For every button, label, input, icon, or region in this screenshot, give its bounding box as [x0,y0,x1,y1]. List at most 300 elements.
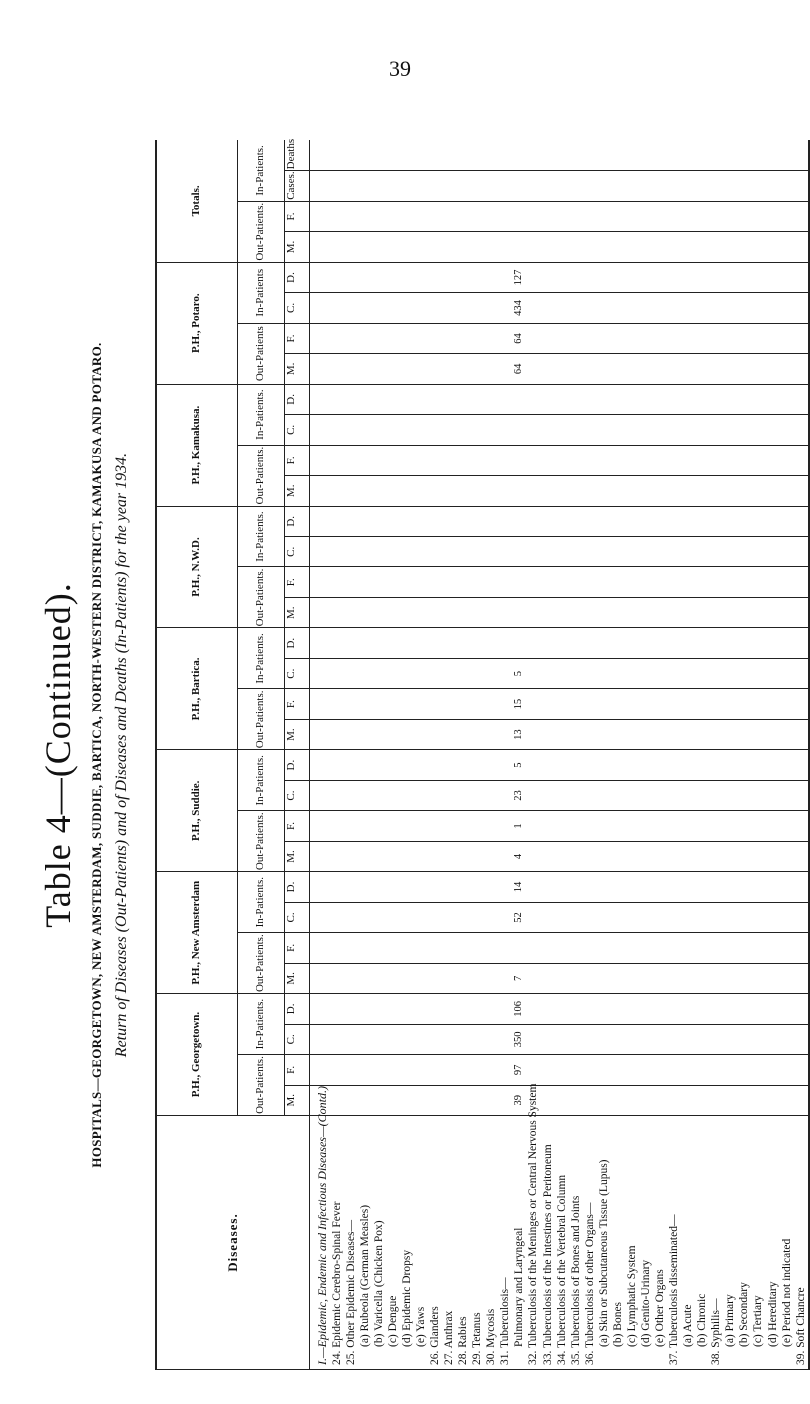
table-cell [372,689,386,719]
table-cell [639,811,653,841]
table-cell [569,628,583,659]
in-patients-header: In-Patients. [238,140,285,201]
table-cell [625,384,639,414]
table-cell [611,323,625,353]
table-cell [611,628,625,659]
table-cell [555,537,569,567]
out-patients-header: Out-Patients. [238,689,285,750]
table-cell [344,262,358,293]
table-cell [442,872,456,903]
table-cell [414,1055,428,1085]
table-cell [751,719,765,749]
table-cell [442,597,456,627]
table-cell [386,537,400,567]
table-cell [498,1024,512,1054]
disease-label: (e) Other Organs [653,1116,667,1370]
table-cell [766,445,780,475]
table-cell [358,140,372,171]
table-cell [794,1085,809,1115]
table-cell [709,415,723,445]
table-cell [611,476,625,506]
table-cell [400,658,414,688]
table-cell [555,689,569,719]
table-cell [639,963,653,993]
out-patients-header: Out-Patients. [238,1055,285,1116]
table-cell [414,597,428,627]
table-cell [681,171,695,201]
table-cell [526,1024,540,1054]
table-cell [780,293,794,323]
table-cell [695,201,709,231]
table-cell [310,811,330,841]
table-cell [681,902,695,932]
table-cell [766,902,780,932]
table-cell [512,415,526,445]
table-cell [484,872,498,903]
table-cell [330,537,344,567]
disease-label: 38. Syphilis— [709,1116,723,1370]
table-cell [484,689,498,719]
table-cell [639,902,653,932]
table-cell [541,689,555,719]
table-cell [330,323,344,353]
table-cell [310,567,330,597]
table-cell [653,140,667,171]
table-cell [794,445,809,475]
table-cell [498,384,512,414]
table-cell [766,963,780,993]
table-cell [344,963,358,993]
table-cell [428,567,442,597]
table-cell [695,963,709,993]
table-cell [526,994,540,1024]
table-cell [555,384,569,414]
table-cell [681,140,695,171]
table-cell [414,171,428,201]
table-cell [751,232,765,262]
table-cell [780,323,794,353]
table-cell [372,201,386,231]
table-cell [414,872,428,903]
table-cell [428,476,442,506]
table-cell [737,201,751,231]
table-cell [512,506,526,537]
table-cell [625,1024,639,1054]
table-cell [414,232,428,262]
table-cell [310,658,330,688]
table-cell [611,658,625,688]
table-cell [737,354,751,384]
table-cell [310,476,330,506]
table-cell [484,445,498,475]
table-cell [597,841,611,871]
table-cell [344,1024,358,1054]
table-cell [372,750,386,780]
table-cell [625,597,639,627]
table-cell [583,658,597,688]
table-cell [794,537,809,567]
table-cell [667,415,681,445]
table-cell [310,415,330,445]
table-cell [386,171,400,201]
table-cell [442,537,456,567]
table-row [344,140,358,1370]
table-row [498,140,512,1370]
table-cell [569,171,583,201]
table-cell [751,689,765,719]
table-cell [780,354,794,384]
table-cell [695,872,709,903]
table-cell [751,994,765,1024]
table-cell [709,780,723,810]
table-cell [414,628,428,659]
table-cell [681,445,695,475]
column-header-m: M. [285,597,310,627]
table-cell [428,293,442,323]
table-cell [639,658,653,688]
table-cell [653,567,667,597]
table-cell [737,323,751,353]
table-cell [498,1055,512,1085]
column-header-c: C. [285,415,310,445]
table-cell [358,719,372,749]
table-cell [358,1055,372,1085]
table-cell [737,476,751,506]
table-cell [766,750,780,780]
out-patients-header: Out-Patients. [238,567,285,628]
table-cell [541,354,555,384]
table-cell [653,811,667,841]
table-cell: 4 [512,841,526,871]
table-cell [372,963,386,993]
table-cell [695,476,709,506]
table-cell [310,293,330,323]
table-cell [766,537,780,567]
table-cell [794,232,809,262]
table-cell: 106 [512,994,526,1024]
table-cell [751,415,765,445]
table-cell [723,902,737,932]
table-cell [386,293,400,323]
table-cell [667,262,681,293]
table-cell [583,1024,597,1054]
table-row [583,140,597,1370]
table-cell [653,933,667,963]
table-cell [512,201,526,231]
table-cell [794,780,809,810]
table-cell [470,780,484,810]
table-cell [597,963,611,993]
table-cell [709,628,723,659]
table-cell [526,780,540,810]
table-cell [737,780,751,810]
table-cell [541,963,555,993]
table-row [330,140,344,1370]
table-cell [625,841,639,871]
table-cell [695,628,709,659]
table-row [653,140,667,1370]
table-cell [414,476,428,506]
table-cell [526,476,540,506]
table-cell [414,201,428,231]
table-cell [723,933,737,963]
table-cell [470,323,484,353]
table-cell [709,445,723,475]
column-header-f: F. [285,933,310,963]
table-cell [470,872,484,903]
table-cell [526,140,540,171]
table-cell [766,689,780,719]
table-cell [541,902,555,932]
table-cell [541,476,555,506]
table-cell [541,201,555,231]
table-cell [372,1085,386,1115]
table-cell [372,384,386,414]
table-cell [526,597,540,627]
table-cell [611,384,625,414]
table-cell [794,415,809,445]
table-cell [330,780,344,810]
table-cell [751,323,765,353]
table-row [358,140,372,1370]
column-header-c: C. [285,780,310,810]
table-cell [583,811,597,841]
disease-label: (d) Epidemic Dropsy [400,1116,414,1370]
table-cell [766,140,780,171]
table-row [442,140,456,1370]
table-row [667,140,681,1370]
table-cell [597,902,611,932]
table-cell [723,719,737,749]
table-cell [541,719,555,749]
table-cell [569,506,583,537]
table-cell [470,567,484,597]
table-cell [766,719,780,749]
table-cell [555,415,569,445]
table-cell [639,171,653,201]
table-cell [330,201,344,231]
table-cell [625,232,639,262]
column-header-c: C. [285,658,310,688]
table-cell [358,567,372,597]
table-cell [414,354,428,384]
table-cell [751,780,765,810]
table-cell [330,933,344,963]
table-cell [794,384,809,414]
table-cell [456,445,470,475]
table-cell [456,841,470,871]
table-cell [583,201,597,231]
table-cell [611,1055,625,1085]
table-cell [766,323,780,353]
table-cell [583,872,597,903]
table-cell [330,354,344,384]
table-cell [737,232,751,262]
table-cell [794,140,809,171]
table-cell [428,597,442,627]
table-cell [330,567,344,597]
disease-label: 34. Tuberculosis of the Vertebral Column [555,1116,569,1370]
table-cell [470,1024,484,1054]
table-cell [625,811,639,841]
table-cell [428,354,442,384]
table-cell [667,963,681,993]
column-header-m: M. [285,232,310,262]
table-cell [541,597,555,627]
table-cell [526,537,540,567]
table-cell [526,384,540,414]
table-cell [428,811,442,841]
table-cell [583,719,597,749]
table-cell [372,262,386,293]
table-cell [653,201,667,231]
table-cell [695,719,709,749]
table-cell [611,780,625,810]
table-cell [358,476,372,506]
in-patients-header: In-Patients. [238,750,285,811]
table-cell [541,750,555,780]
table-cell [653,719,667,749]
table-cell [555,232,569,262]
table-cell [751,293,765,323]
table-cell [723,811,737,841]
table-cell [695,506,709,537]
table-cell [442,811,456,841]
table-cell [484,811,498,841]
table-cell [442,1055,456,1085]
table-cell [386,323,400,353]
table-cell [344,506,358,537]
table-cell [639,1024,653,1054]
table-cell [484,323,498,353]
table-cell [737,902,751,932]
table-cell [667,293,681,323]
table-cell [639,384,653,414]
table-cell [512,232,526,262]
table-cell [428,384,442,414]
table-cell [484,994,498,1024]
table-cell [344,689,358,719]
disease-label: 30. Mycosis [484,1116,498,1370]
table-cell [766,567,780,597]
table-cell [358,658,372,688]
table-cell [484,750,498,780]
table-cell [310,140,330,171]
table-cell [456,567,470,597]
column-header-m: M. [285,1085,310,1115]
table-cell [330,232,344,262]
table-cell [526,902,540,932]
table-cell [723,841,737,871]
table-cell [470,537,484,567]
table-cell [625,476,639,506]
table-cell [414,384,428,414]
hospitals-line: HOSPITALS—GEORGETOWN, NEW AMSTERDAM, SUDDIE, BARTICA, NORTH-WESTERN DISTRICT, KAMAKUSA AND POTARO. [89,342,104,1168]
table-cell [541,232,555,262]
table-cell [667,872,681,903]
table-cell [709,384,723,414]
table-cell [400,872,414,903]
table-cell [751,1085,765,1115]
table-cell [456,1085,470,1115]
table-cell [498,262,512,293]
table-cell [794,811,809,841]
table-cell [541,262,555,293]
table-cell [414,780,428,810]
table-cell [541,872,555,903]
table-cell [358,262,372,293]
table-cell [442,262,456,293]
table-cell [794,171,809,201]
table-cell [555,323,569,353]
table-cell [414,963,428,993]
table-cell [751,963,765,993]
table-label: Table 4—(Continued). [38,582,78,928]
table-cell [512,567,526,597]
table-cell [456,658,470,688]
table-cell [498,719,512,749]
table-cell [310,780,330,810]
disease-label: (b) Bones [611,1116,625,1370]
table-cell [400,232,414,262]
table-cell [330,628,344,659]
table-cell [386,415,400,445]
table-cell [456,811,470,841]
table-cell [597,780,611,810]
table-cell [386,1055,400,1085]
table-cell [344,933,358,963]
table-cell [597,415,611,445]
table-cell [428,902,442,932]
table-cell [555,658,569,688]
table-cell [653,476,667,506]
table-cell [751,354,765,384]
disease-label: 36. Tuberculosis of other Organs— [583,1116,597,1370]
table-cell [639,415,653,445]
table-cell [569,658,583,688]
table-cell [428,933,442,963]
table-cell [456,384,470,414]
table-cell [597,872,611,903]
table-cell [780,384,794,414]
table-cell [470,201,484,231]
table-cell [442,201,456,231]
table-cell [723,750,737,780]
table-cell [794,293,809,323]
table-cell [737,1085,751,1115]
diseases-header: Diseases. [156,1116,310,1370]
table-cell [442,902,456,932]
table-row [569,140,583,1370]
table-cell [723,293,737,323]
column-header-d: D. [285,506,310,537]
table-cell [794,689,809,719]
table-cell [780,232,794,262]
table-cell [625,262,639,293]
table-cell: 64 [512,323,526,353]
table-cell [780,963,794,993]
table-cell [597,1085,611,1115]
table-cell [484,597,498,627]
table-cell [512,476,526,506]
table-cell [583,262,597,293]
disease-label: 39. Soft Chancre [794,1116,809,1370]
table-cell [737,1024,751,1054]
table-cell [470,506,484,537]
table-cell [310,232,330,262]
table-cell [386,628,400,659]
column-header-d: D. [285,628,310,659]
